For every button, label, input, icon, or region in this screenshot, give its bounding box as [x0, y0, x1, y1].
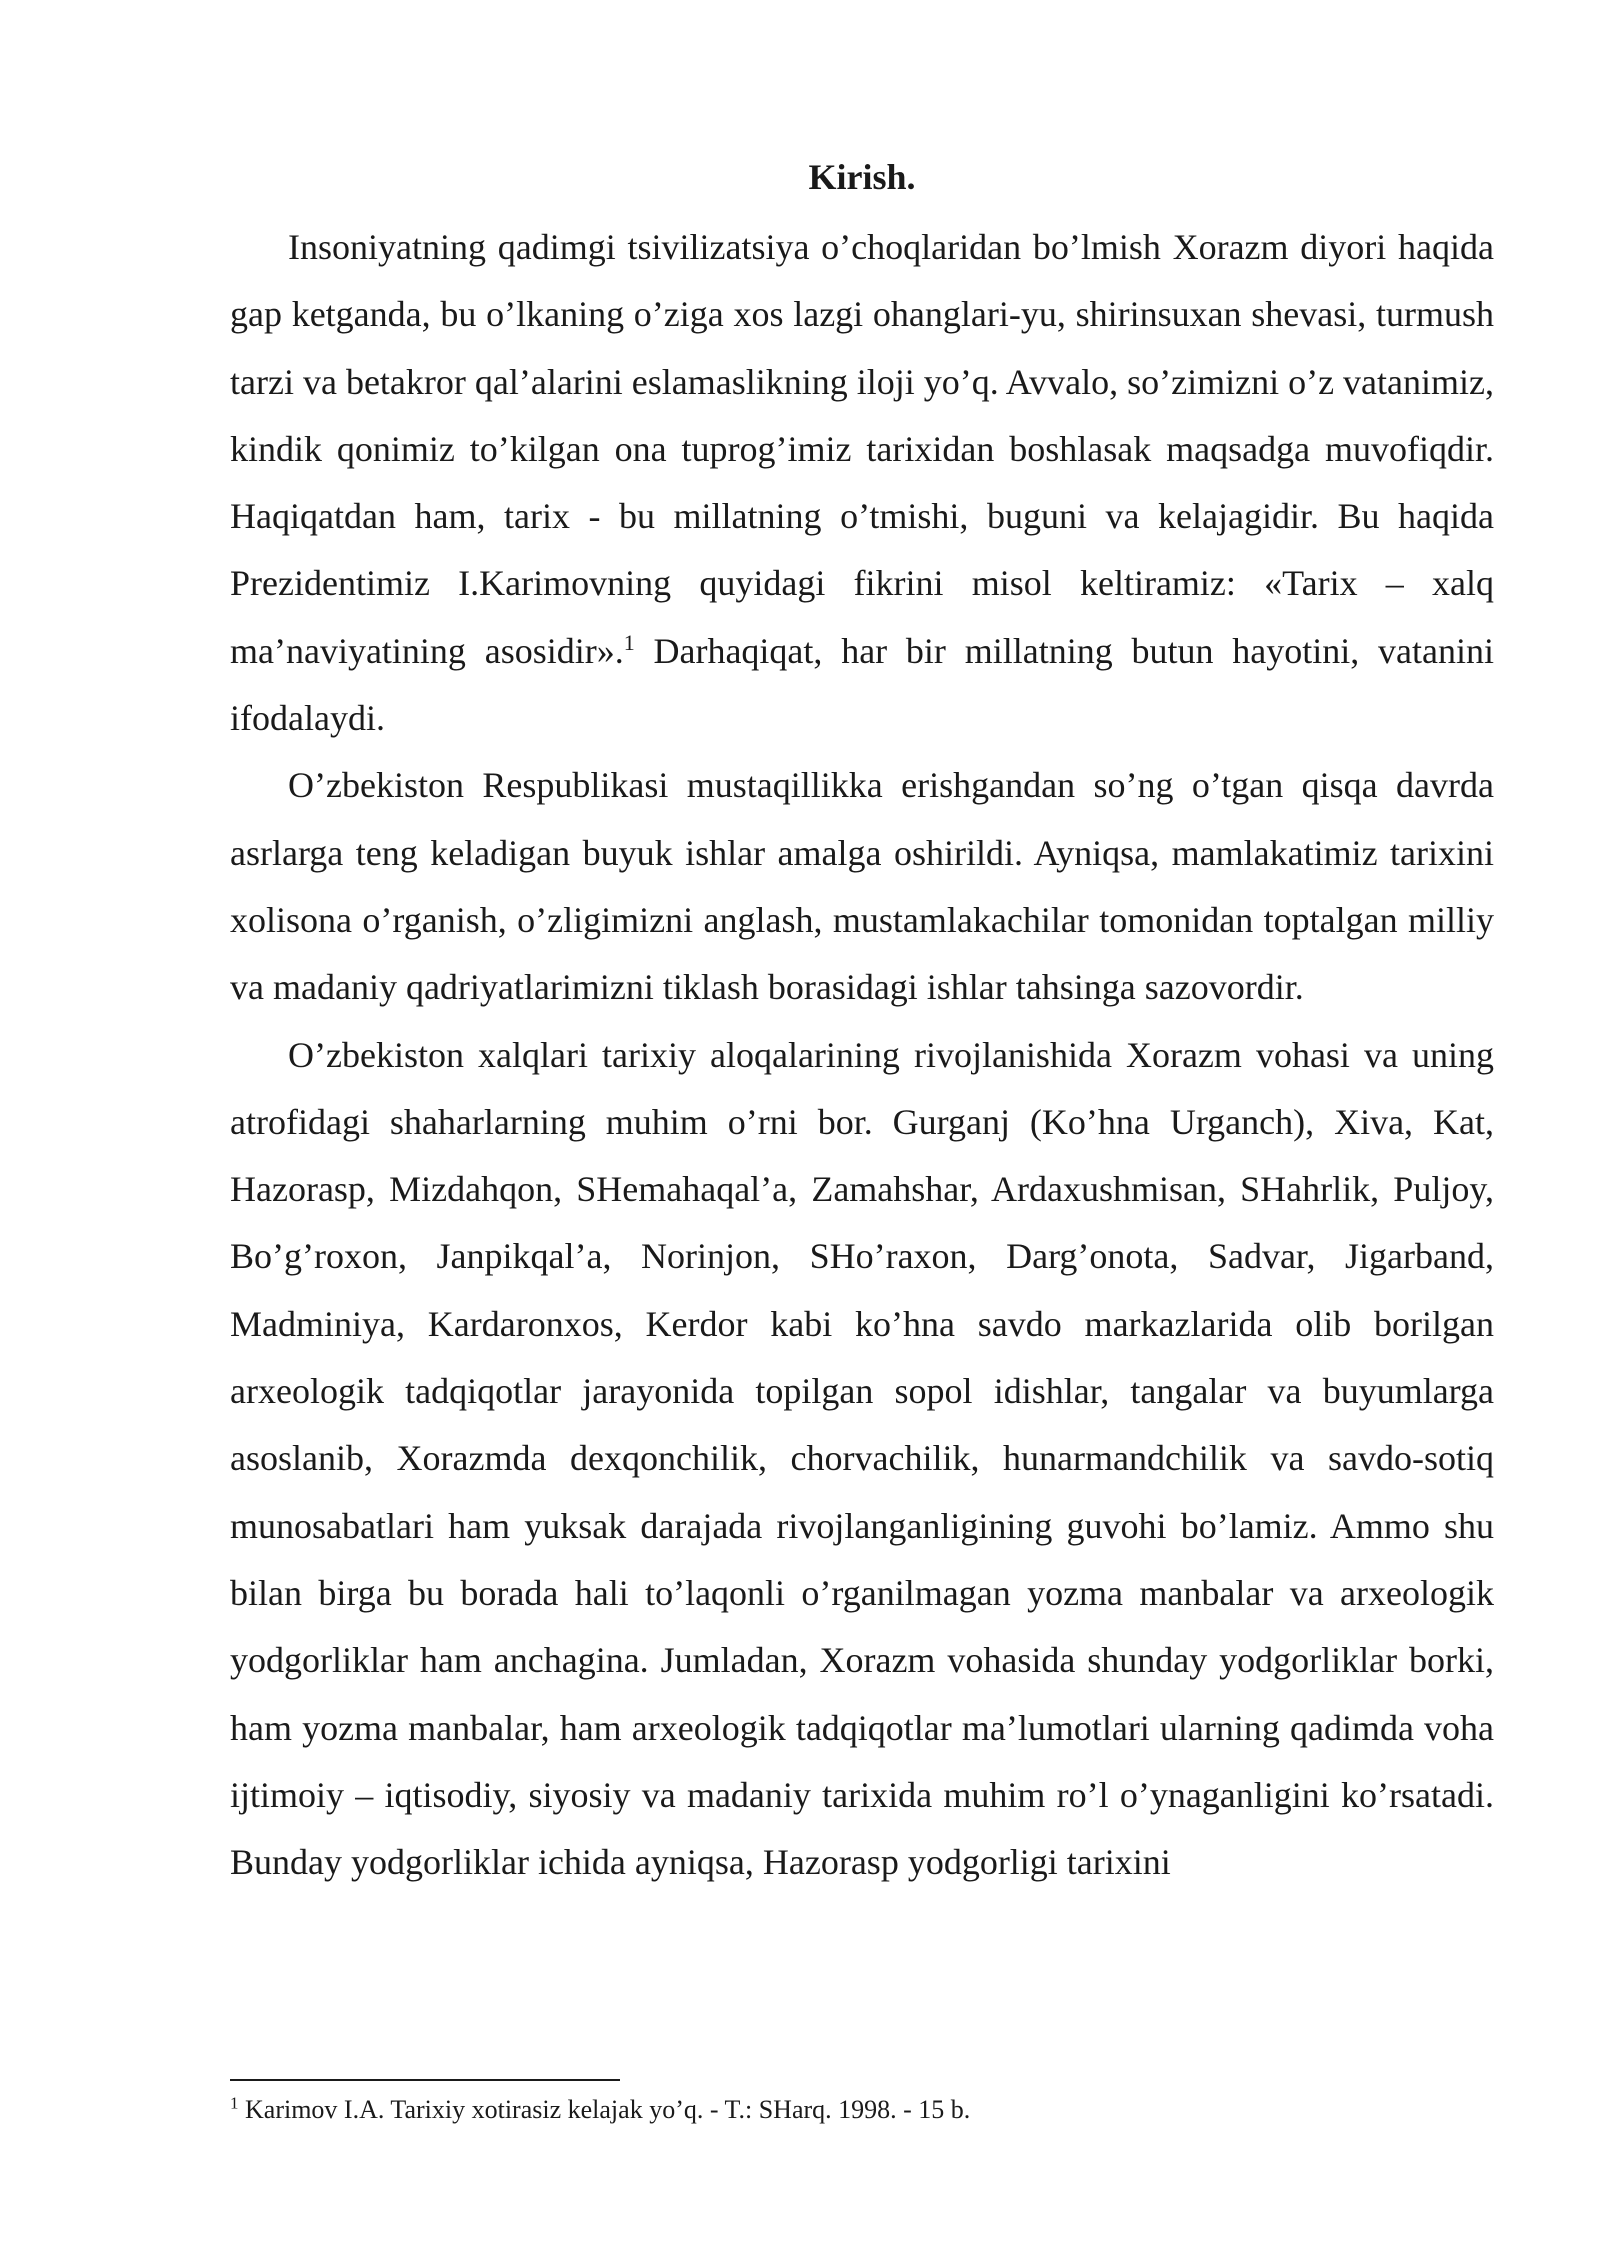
footnote-text: Karimov I.A. Tarixiy xotirasiz kelajak yo’q. - T.: SHarq. 1998. - 15 b. [238, 2095, 971, 2124]
document-page [230, 150, 1494, 1896]
footnote-reference[interactable]: 1 [623, 629, 635, 655]
paragraph-2: O’zbekiston Respublikasi mustaqillikka erishgandan so’ng o’tgan qisqa davrda asrlarga teng keladigan buyuk ishlar amalga oshirildi. Ayniqsa, mamlakatimiz tarixini xolisona o’rganish, o’zligimizni anglash, mustamlakachilar tomonidan toptalgan milliy va madaniy qadriyatlarimizni tiklash borasidagi ishlar tahsinga sazovordir. [230, 765, 1494, 1008]
footnote-divider [230, 2079, 620, 2081]
paragraph-3: O’zbekiston xalqlari tarixiy aloqalarining rivojlanishida Xorazm vohasi va uning atrofidagi shaharlarning muhim o’rni bor. Gurganj (Ko’hna Urganch), Xiva, Kat, Hazorasp, Mizdahqon, SHemahaqal’a, Zamahshar, Ardaxushmisan, SHahrlik, Puljoy, Bo’g’roxon, Janpikqal’a, Norinjon, SHo’raxon, Darg’onota, Sadvar, Jigarband, Madminiya, Kardaronxos, Kerdor kabi ko’hna savdo markazlarida olib borilgan arxeologik tadqiqotlar jarayonida topilgan sopol idishlar, tangalar va buyumlarga asoslanib, Xorazmda dexqonchilik, chorvachilik, hunarmandchilik va savdo-sotiq munosabatlari ham yuksak darajada rivojlanganligining guvohi bo’lamiz. Ammo shu bilan birga bu borada hali to’laqonli o’rganilmagan yozma manbalar va arxeologik yodgorliklar ham anchagina. Jumladan, Xorazm vohasida shunday yodgorliklar borki, ham yozma manbalar, ham arxeologik tadqiqotlar ma’lumotlari ularning qadimda voha ijtimoiy – iqtisodiy, siyosiy va madaniy tarixida muhim ro’l o’ynaganligini ko’rsatadi. Bunday yodgorliklar ichida ayniqsa, Hazorasp yodgorligi tarixini [230, 1034, 1494, 1883]
footnote [230, 2090, 1494, 2130]
footnote-mark: 1 [230, 2093, 239, 2113]
page-title: Kirish. [808, 157, 916, 197]
paragraph-1-text: Insoniyatning qadimgi tsivilizatsiya o’choqlaridan bo’lmish Xorazm diyori haqida gap ketganda, bu o’lkaning o’ziga xos lazgi ohanglari-yu, shirinsuxan shevasi, turmush tarzi va betakror qal’alarini eslamaslikning iloji yo’q. Avvalo, so’zimizni o’z vatanimiz, kindik qonimiz to’kilgan ona tuprog’imiz tarixidan boshlasak maqsadga muvofiqdir. Haqiqatdan ham, tarix - bu millatning o’tmishi, buguni va kelajagidir. Bu haqida Prezidentimiz I.Karimovning quyidagi fikrini misol keltiramiz: «Tarix – xalq ma’naviyatining asosidir». [230, 227, 1494, 671]
paragraph-1-text-continued: Darhaqiqat, har bir millatning butun hayotini, vatanini ifodalaydi. [230, 630, 1494, 739]
paragraph-1 [230, 214, 1494, 752]
